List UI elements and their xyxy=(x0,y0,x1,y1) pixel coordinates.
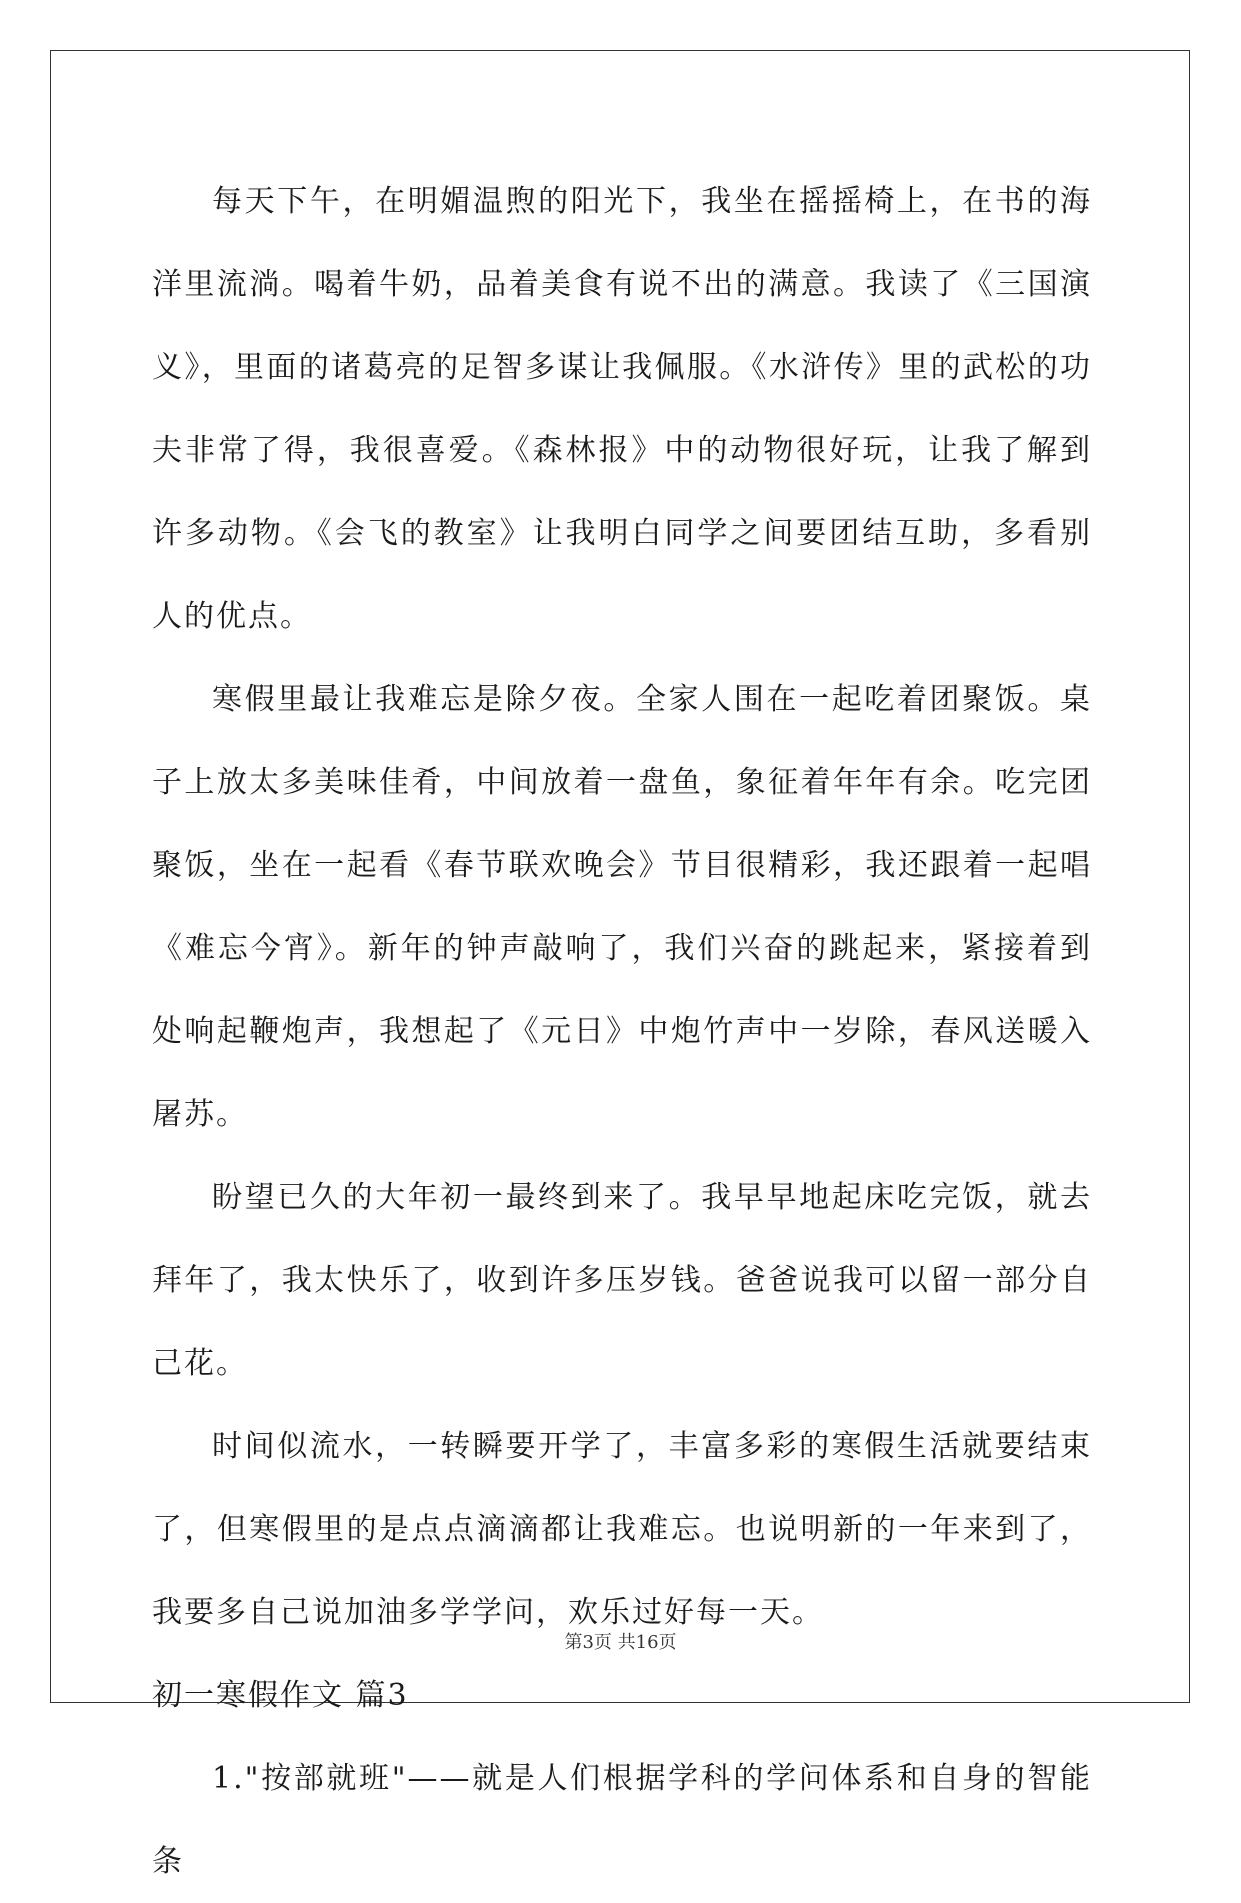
paragraph-list-item-1: 1."按部就班"——就是人们根据学科的学问体系和自身的智能条 xyxy=(152,1761,1092,1879)
paragraph-reading: 每天下午，在明媚温煦的阳光下，我坐在摇摇椅上，在书的海洋里流淌。喝着牛奶，品着美食有说不出的满意。我读了《三国演义》，里面的诸葛亮的足智多谋让我佩服。《水浒传》里的武松的功夫非常了得，我很喜爱。《森林报》中的动物很好玩，让我了解到许多动物。《会飞的教室》让我明白同学之间要团结互助，多看别人的优点。 xyxy=(152,184,1092,634)
section-heading: 初一寒假作文 篇3 xyxy=(152,1678,409,1713)
paragraph-new-year-day: 盼望已久的大年初一最终到来了。我早早地起床吃完饭，就去拜年了，我太快乐了，收到许多压岁钱。爸爸说我可以留一部分自己花。 xyxy=(152,1180,1092,1381)
paragraph-new-year-eve: 寒假里最让我难忘是除夕夜。全家人围在一起吃着团聚饭。桌子上放太多美味佳肴，中间放着一盘鱼，象征着年年有余。吃完团聚饭，坐在一起看《春节联欢晚会》节目很精彩，我还跟着一起唱《难忘今宵》。新年的钟声敲响了，我们兴奋的跳起来，紧接着到处响起鞭炮声，我想起了《元日》中炮竹声中一岁除，春风送暖入屠苏。 xyxy=(152,682,1092,1132)
paragraph-end-of-holiday: 时间似流水，一转瞬要开学了，丰富多彩的寒假生活就要结束了，但寒假里的是点点滴滴都让我难忘。也说明新的一年来到了，我要多自己说加油多学学问，欢乐过好每一天。 xyxy=(152,1429,1092,1630)
page-footer: 第3页 共16页 xyxy=(564,1632,677,1653)
